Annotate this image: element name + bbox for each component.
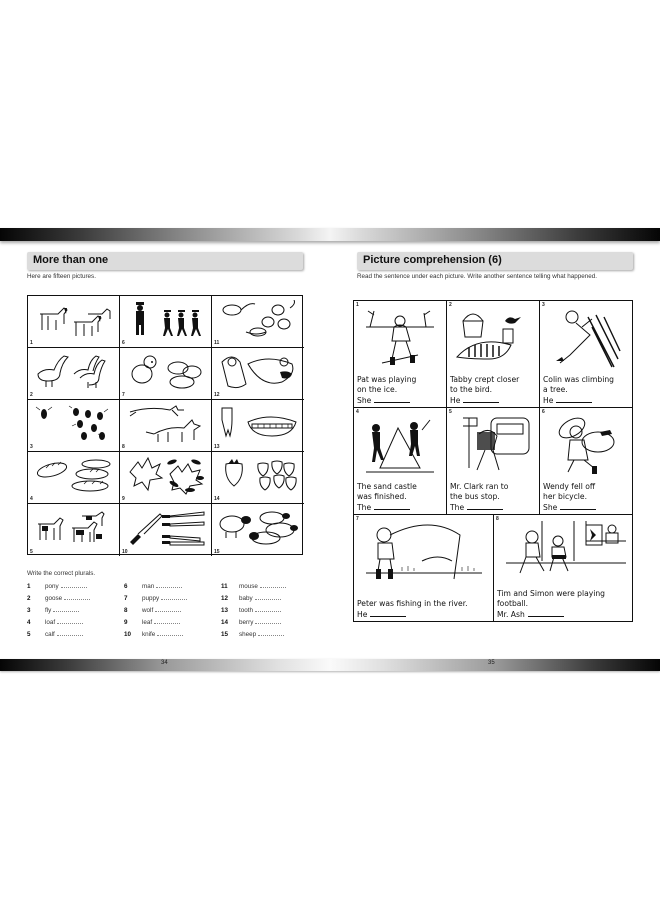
answer-blank[interactable] <box>57 623 83 624</box>
teeth-icon <box>218 404 300 444</box>
boy-fishing-icon <box>362 521 486 589</box>
right-instruction: Read the sentence under each picture. Write another sentence telling what happened. <box>357 273 598 280</box>
answer-blank[interactable] <box>463 402 499 403</box>
answer-blank[interactable] <box>260 587 286 588</box>
picture-number: 9 <box>122 496 125 502</box>
top-gradient-bar <box>0 228 660 241</box>
answer-blank[interactable] <box>556 402 592 403</box>
picture-number: 15 <box>214 549 220 555</box>
leaves-icon <box>126 456 208 496</box>
horses-icon <box>34 300 116 340</box>
picture-cell-sheep <box>212 504 304 556</box>
answer-blank[interactable] <box>560 509 596 510</box>
page-number-right: 35 <box>488 660 495 666</box>
answer-blank[interactable] <box>528 616 564 617</box>
panel-text: Peter was fishing in the river. He <box>357 599 468 619</box>
answer-blank[interactable] <box>255 611 281 612</box>
answer-blank[interactable] <box>161 599 187 600</box>
comprehension-panel: 5 Mr. Clark ran to the bus stop. The <box>447 408 540 514</box>
picture-cell-leaves <box>120 452 212 504</box>
panel-text: The sand castle was finished. The <box>357 481 417 512</box>
answer-blank[interactable] <box>374 402 410 403</box>
comprehension-panel: 8 Tim and Simon were playing football. Mr. Ash <box>494 515 632 621</box>
calves-icon <box>34 508 116 548</box>
picture-number: 13 <box>214 444 220 450</box>
picture-cell-calves <box>28 504 120 556</box>
left-page-title: More than one <box>27 252 303 270</box>
answer-blank[interactable] <box>57 635 83 636</box>
comprehension-panel: 7 Peter was fishing in the river. He <box>354 515 494 621</box>
answer-blank[interactable] <box>156 587 182 588</box>
answer-blank[interactable] <box>255 599 281 600</box>
picture-cell-teeth <box>212 400 304 452</box>
knives-icon <box>126 508 208 548</box>
babies-icon <box>218 352 300 392</box>
picture-number: 1 <box>30 340 33 346</box>
panel-text: Tim and Simon were playing football. Mr. Ash <box>497 588 605 619</box>
wolves-icon <box>126 404 208 444</box>
picture-cell-geese <box>28 348 120 400</box>
panel-text: Mr. Clark ran to the bus stop. The <box>450 481 509 512</box>
mice-icon <box>218 300 300 340</box>
picture-cell-flies <box>28 400 120 452</box>
geese-icon <box>34 352 116 392</box>
plural-item: 3 fly <box>27 607 79 618</box>
plural-item: 8 wolf <box>124 607 181 618</box>
picture-number: 5 <box>30 549 33 555</box>
plural-item: 5 calf <box>27 631 83 642</box>
answer-blank[interactable] <box>374 509 410 510</box>
picture-number: 12 <box>214 392 220 398</box>
answer-blank[interactable] <box>155 611 181 612</box>
loaves-icon <box>34 456 116 496</box>
plural-item: 9 leaf <box>124 619 180 630</box>
plural-item: 12 baby <box>221 595 281 606</box>
answer-blank[interactable] <box>61 587 87 588</box>
picture-cell-men <box>120 296 212 348</box>
picture-number: 11 <box>214 340 220 346</box>
picture-cell-knives <box>120 504 212 556</box>
answer-blank[interactable] <box>370 616 406 617</box>
plural-item: 6 man <box>124 583 182 594</box>
plural-item: 14 berry <box>221 619 281 630</box>
answer-blank[interactable] <box>258 635 284 636</box>
page-number-left: 34 <box>161 660 168 666</box>
picture-number: 8 <box>122 444 125 450</box>
comprehension-panel: 6 Wendy fell off her bicycle. She <box>540 408 632 514</box>
comprehension-panel: 2 Tabby crept closer to the bird. He <box>447 301 540 407</box>
picture-number: 14 <box>214 496 220 502</box>
plurals-instruction: Write the correct plurals. <box>27 570 96 577</box>
boys-playing-football-icon <box>502 521 626 583</box>
sheep-icon <box>218 508 300 548</box>
answer-blank[interactable] <box>255 623 281 624</box>
answer-blank[interactable] <box>53 611 79 612</box>
comprehension-panel: 1 Pat was playing on the ice. She <box>354 301 447 407</box>
plural-item: 11 mouse <box>221 583 286 594</box>
plurals-list <box>27 583 307 643</box>
plural-item: 2 goose <box>27 595 90 606</box>
girl-on-ice-icon <box>362 307 438 373</box>
answer-blank[interactable] <box>157 635 183 636</box>
answer-blank[interactable] <box>64 599 90 600</box>
comprehension-row <box>354 301 632 408</box>
right-page-title: Picture comprehension (6) <box>357 252 633 270</box>
plural-item: 7 puppy <box>124 595 187 606</box>
comprehension-panel: 4 The sand castle was finished. The <box>354 408 447 514</box>
panel-text: Colin was climbing a tree. He <box>543 374 614 405</box>
plural-item: 13 tooth <box>221 607 281 618</box>
picture-cell-babies <box>212 348 304 400</box>
plural-item: 1 pony <box>27 583 87 594</box>
puppies-icon <box>126 352 208 392</box>
berries-icon <box>218 456 300 496</box>
picture-cell-wolves <box>120 400 212 452</box>
panel-text: Tabby crept closer to the bird. He <box>450 374 520 405</box>
picture-number: 2 <box>30 392 33 398</box>
answer-blank[interactable] <box>154 623 180 624</box>
boy-climbing-tree-icon <box>548 307 624 373</box>
plural-item: 4 loaf <box>27 619 83 630</box>
picture-number: 10 <box>122 549 128 555</box>
picture-cell-mice <box>212 296 304 348</box>
flies-icon <box>34 404 116 444</box>
picture-cell-puppies <box>120 348 212 400</box>
panel-text: Pat was playing on the ice. She <box>357 374 417 405</box>
sand-castle-icon <box>362 414 438 480</box>
picture-number: 6 <box>122 340 125 346</box>
picture-number: 7 <box>122 392 125 398</box>
man-running-to-bus-icon <box>455 414 531 480</box>
comprehension-panel: 3 Colin was climbing a tree. He <box>540 301 632 407</box>
panel-text: Wendy fell off her bicycle. She <box>543 481 596 512</box>
comprehension-row <box>354 515 632 621</box>
cat-and-bird-icon <box>455 307 531 373</box>
answer-blank[interactable] <box>467 509 503 510</box>
picture-number: 3 <box>30 444 33 450</box>
picture-number: 4 <box>30 496 33 502</box>
picture-grid <box>27 295 303 555</box>
comprehension-row <box>354 408 632 515</box>
men-icon <box>126 300 208 340</box>
picture-cell-horses <box>28 296 120 348</box>
picture-cell-loaves <box>28 452 120 504</box>
left-instruction: Here are fifteen pictures. <box>27 273 96 280</box>
comprehension-grid <box>353 300 633 622</box>
plural-item: 10 knife <box>124 631 183 642</box>
picture-cell-berries <box>212 452 304 504</box>
plural-item: 15 sheep <box>221 631 284 642</box>
girl-falling-off-bicycle-icon <box>548 414 624 480</box>
bottom-gradient-bar <box>0 659 660 671</box>
